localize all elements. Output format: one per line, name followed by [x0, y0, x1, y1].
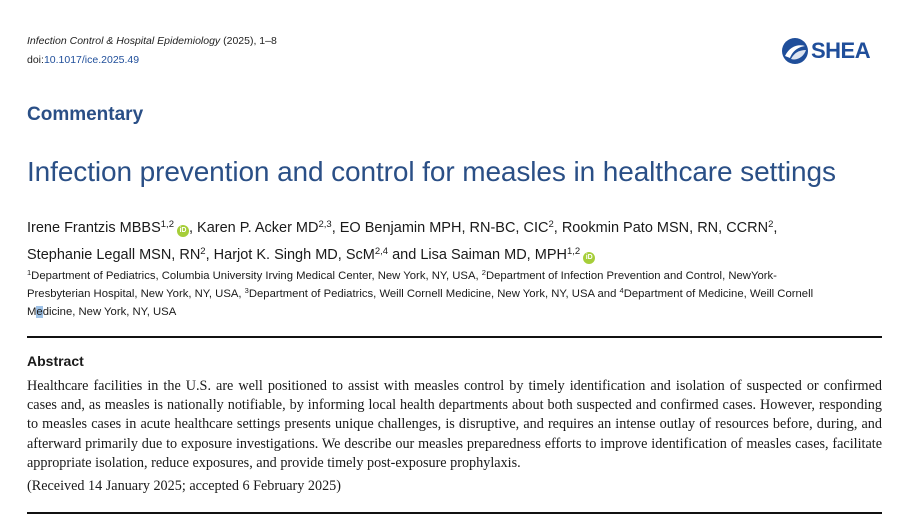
journal-citation	[27, 35, 277, 47]
journal-name: Infection Control & Hospital Epidemiology	[27, 35, 221, 47]
affil-text: Department of Pediatrics, Weill Cornell Medicine, New York, NY, USA and	[248, 288, 620, 300]
author-name: Rookmin Pato MSN, RN, CCRN	[561, 220, 769, 236]
text-selection-highlight[interactable]: e	[36, 306, 43, 318]
shea-logo[interactable]	[781, 36, 870, 66]
affil-text: Department of Infection Prevention and Control, NewYork-	[485, 270, 777, 282]
author-name: EO Benjamin MPH, RN-BC, CIC	[339, 220, 549, 236]
author-affil-sup: 2	[768, 219, 774, 230]
affil-text: Department of Medicine, Weill Cornell	[623, 288, 814, 300]
affiliation-line	[27, 303, 887, 321]
journal-volume: (2025), 1–8	[223, 35, 277, 47]
author-name: Karen P. Acker MD	[197, 220, 319, 236]
doi-link[interactable]: 10.1017/ice.2025.49	[43, 54, 140, 66]
author-affil-sup: 1,2	[566, 246, 581, 257]
abstract-heading: Abstract	[27, 353, 84, 369]
affil-text: M	[27, 306, 37, 318]
affil-sup: 2	[481, 268, 486, 277]
orcid-icon[interactable]: iD	[177, 225, 189, 237]
shea-logo-icon	[781, 37, 809, 65]
doi-prefix: doi:	[27, 54, 44, 66]
author-name: Irene Frantzis MBBS	[27, 220, 161, 236]
author-connector: and	[392, 247, 417, 263]
author-affil-sup: 2,3	[318, 219, 332, 230]
author-affil-sup: 1,2	[160, 219, 174, 230]
divider-bottom	[27, 512, 882, 514]
abstract-body: Healthcare facilities in the U.S. are well positioned to assist with measles control by timely identification and isolation of suspected or confirmed cases and, as measles is nationally notifiable, by informing local health departments about both suspected and confirmed cases. However, responding to measles cases in acute healthcare settings presents unique challenges, is disruptive, and requires an intense outlay of resources before, during, and afterward primarily due to exposure investigations. We describe our measles preparedness efforts to improve identification of measles cases, facilitate appropriate isolation, reduce exposures, and provide timely post-exposure prophylaxis.	[27, 378, 882, 471]
author-line-1: Irene Frantzis MBBS$^{1,2}$iD , Karen P. Acker MD$^{2,3}$, EO Benjamin MPH, RN-BC, CIC$^2$, Rookmin Pato MSN, RN, CCRN$^2$,	[27, 219, 778, 236]
author-line-2: Stephanie Legall MSN, $RN^2$, Harjot K. Singh MD, ScM$^{2,4}$ and Lisa Saiman MD, MPH$^{1,2}$iD	[27, 242, 887, 269]
author-name: Harjot K. Singh MD, ScM	[213, 247, 375, 263]
author-affil-sup: 2	[200, 246, 206, 257]
divider-top	[27, 336, 882, 338]
author-list	[27, 215, 887, 269]
received-dates: (Received 14 January 2025; accepted 6 February 2025)	[27, 478, 341, 494]
affiliation-line	[27, 285, 887, 303]
affil-sup: 4	[619, 286, 624, 295]
author-name: Stephanie Legall MSN, RN	[27, 247, 201, 263]
author-affil-sup: 2,4	[374, 246, 389, 257]
orcid-icon[interactable]: iD	[583, 252, 595, 264]
affil-sup: 1	[27, 268, 32, 277]
affil-text: dicine, New York, NY, USA	[42, 306, 177, 318]
affil-text: Presbyterian Hospital, New York, NY, USA,	[27, 288, 245, 300]
affil-text: Department of Pediatrics, Columbia University Irving Medical Center, New York, NY, USA,	[31, 270, 482, 282]
article-type: Commentary	[27, 104, 144, 125]
affil-sup: 3	[244, 286, 249, 295]
author-name: Lisa Saiman MD, MPH	[420, 247, 567, 263]
affiliation-line	[27, 267, 887, 285]
shea-logo-text: SHEA	[811, 38, 871, 63]
article-title: Infection prevention and control for measles in healthcare settings	[27, 156, 836, 187]
doi-line	[27, 54, 139, 66]
affiliations	[27, 267, 887, 321]
author-affil-sup: 2	[548, 219, 554, 230]
